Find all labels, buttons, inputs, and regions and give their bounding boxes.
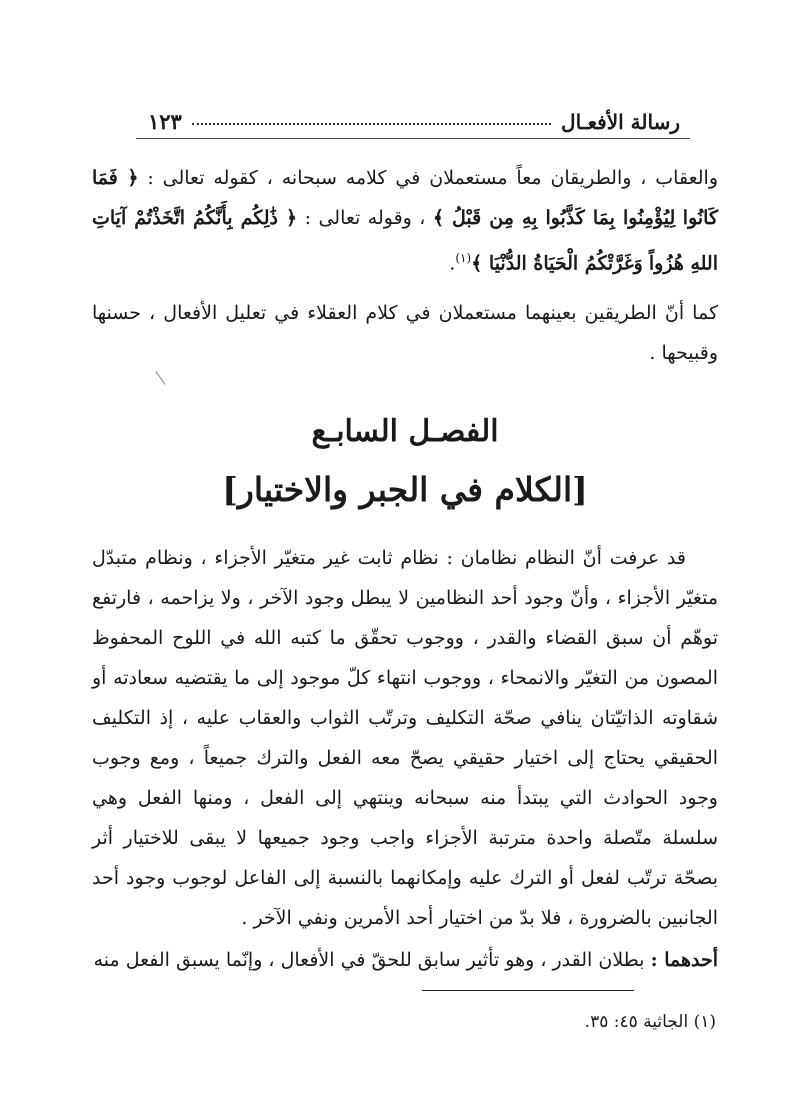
footnote: (١) الجاثية ٤٥: ٣٥. <box>584 1012 716 1032</box>
paragraph <box>92 940 718 980</box>
quran-citation-paragraph: والعقاب ، والطريقان معاً مستعملان في كلامه سبحانه ، كقوله تعالى : ﴿ فَمَا كَانُوا لِيُؤْمِنُوا بِمَا كَذَّبُوا بِهِ مِن قَبْلُ ﴾ ، وقوله تعالى : ﴿ ذَٰلِكُم بِأَنَّكُمُ اتَّخَذْتُمْ آيَاتِ اللهِ هُزُواً وَغَرَّتْكُمُ الْحَيَاةُ الدُّنْيَا ﴾$^{(١)}$. <box>92 167 719 275</box>
text-run: بطلان القدر ، وهو تأثير سابق للحقّ في الأفعال ، وإنّما يسبق الفعل منه <box>93 949 651 971</box>
top-text <box>92 158 718 373</box>
text-run: ، وقوله تعالى : <box>297 207 433 229</box>
paragraph: قد عرفت أنّ النظام نظامان : نظام ثابت غير متغيّر الأجزاء ، ونظام متبدّل متغيّر الأجزاء ، وأنّ وجود أحد النظامين لا يبطل وجود الآخر ، ولا يزاحمه ، فارتفع توهّم أن سبق القضاء والقدر ، ووجوب تحقّق ما كتبه الله في اللوح المحفوظ المصون من التغيّر والانمحاء ، ووجوب انتهاء كلّ موجود إلى ما يقتضيه سعادته أو شقاوته الذاتيّتان ينافي صحّة التكليف وترتّب الثواب والعقاب عليه ، إذ التكليف الحقيقي يحتاج إلى اختيار حقيقي يصحّ معه الفعل والترك جميعاً ، ومع وجوب وجود الحوادث التي يبتدأ منه سبحانه وينتهي إلى الفعل ، ومنها الفعل وهي سلسلة متّصلة واحدة مترتبة الأجزاء واجب وجود جميعها لا يبقى للاختيار أثر بصحّة ترتّب لفعل أو الترك عليه وإمكانهما بالنسبة إلى الفاعل لوجوب وجود أحد الجانبين بالضرورة ، فلا بدّ من اختيار أحد الأمرين ونفي الآخر . <box>92 547 718 929</box>
text-run: والعقاب ، والطريقان معاً مستعملان في كلامه سبحانه ، كقوله تعالى : <box>138 167 718 189</box>
header-leader-dots <box>192 123 551 125</box>
page-number: ١٢٣ <box>148 109 182 134</box>
running-header <box>148 102 680 134</box>
lead-term: أحدهما : <box>650 949 718 971</box>
quran-verse: لِيُؤْمِنُوا بِمَا كَذَّبُوا بِهِ مِن قَبْلُ ﴾ <box>432 207 676 229</box>
chapter-title: الفصـل السابـع <box>311 414 499 449</box>
footnote-rule <box>422 990 634 991</box>
chapter-subtitle: [الكلام في الجبر والاختيار] <box>222 470 588 509</box>
running-title: رسالة الأفعـال <box>561 110 680 134</box>
footnote-ref: (١) <box>455 251 472 265</box>
quran-verse: وَغَرَّتْكُمُ الْحَيَاةُ الدُّنْيَا ﴾ <box>471 252 643 275</box>
header-rule <box>136 138 690 139</box>
quran-verse: ﴿ ذَٰلِكُم بِأَنَّكُمُ اتَّخَذْتُمْ آيَاتِ اللهِ هُزُواً <box>92 207 718 275</box>
paragraph: كما أنّ الطريقين بعينهما مستعملان في كلام العقلاء في تعليل الأفعال ، حسنها وقبيحها . <box>92 302 718 365</box>
main-text <box>92 538 718 980</box>
quran-verse: ﴿ فَمَا كَانُوا <box>92 167 719 229</box>
